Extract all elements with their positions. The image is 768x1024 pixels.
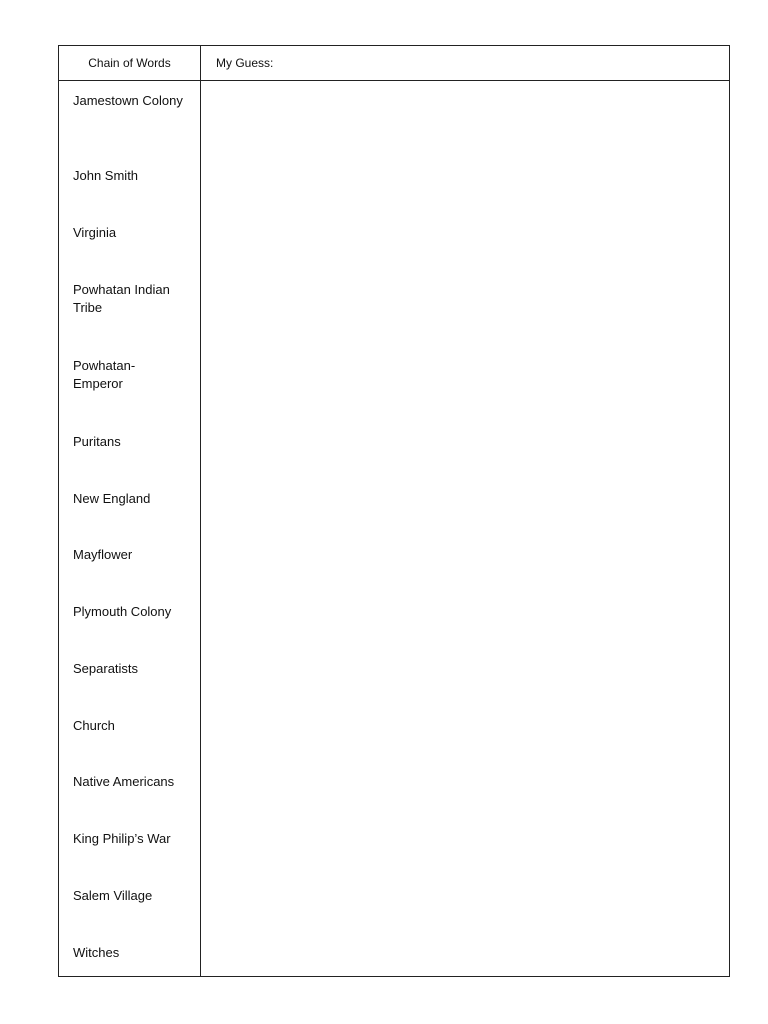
word-jamestown-colony: Jamestown Colony [73, 93, 183, 108]
word-king-philips-war: King Philip’s War [73, 831, 171, 846]
word-john-smith: John Smith [73, 168, 139, 183]
table-header [59, 46, 729, 81]
word-salem-village: Salem Village [73, 888, 153, 903]
word-separatists: Separatists [73, 661, 139, 676]
word-powhatan-emperor: Powhatan- Emperor [73, 358, 136, 391]
column-divider [200, 46, 201, 976]
my-guess-header: My Guess: [216, 56, 274, 70]
word-powhatan-indian-tribe: Powhatan Indian Tribe [73, 282, 170, 315]
word-plymouth-colony: Plymouth Colony [73, 604, 172, 619]
word-chain-table [58, 45, 730, 977]
word-virginia: Virginia [73, 225, 117, 240]
word-new-england: New England [73, 491, 151, 506]
chain-of-words-header: Chain of Words [88, 56, 171, 70]
word-native-americans: Native Americans [73, 774, 175, 789]
word-puritans: Puritans [73, 434, 121, 449]
word-witches: Witches [73, 945, 120, 960]
word-mayflower: Mayflower [73, 547, 133, 562]
word-church: Church [73, 718, 115, 733]
